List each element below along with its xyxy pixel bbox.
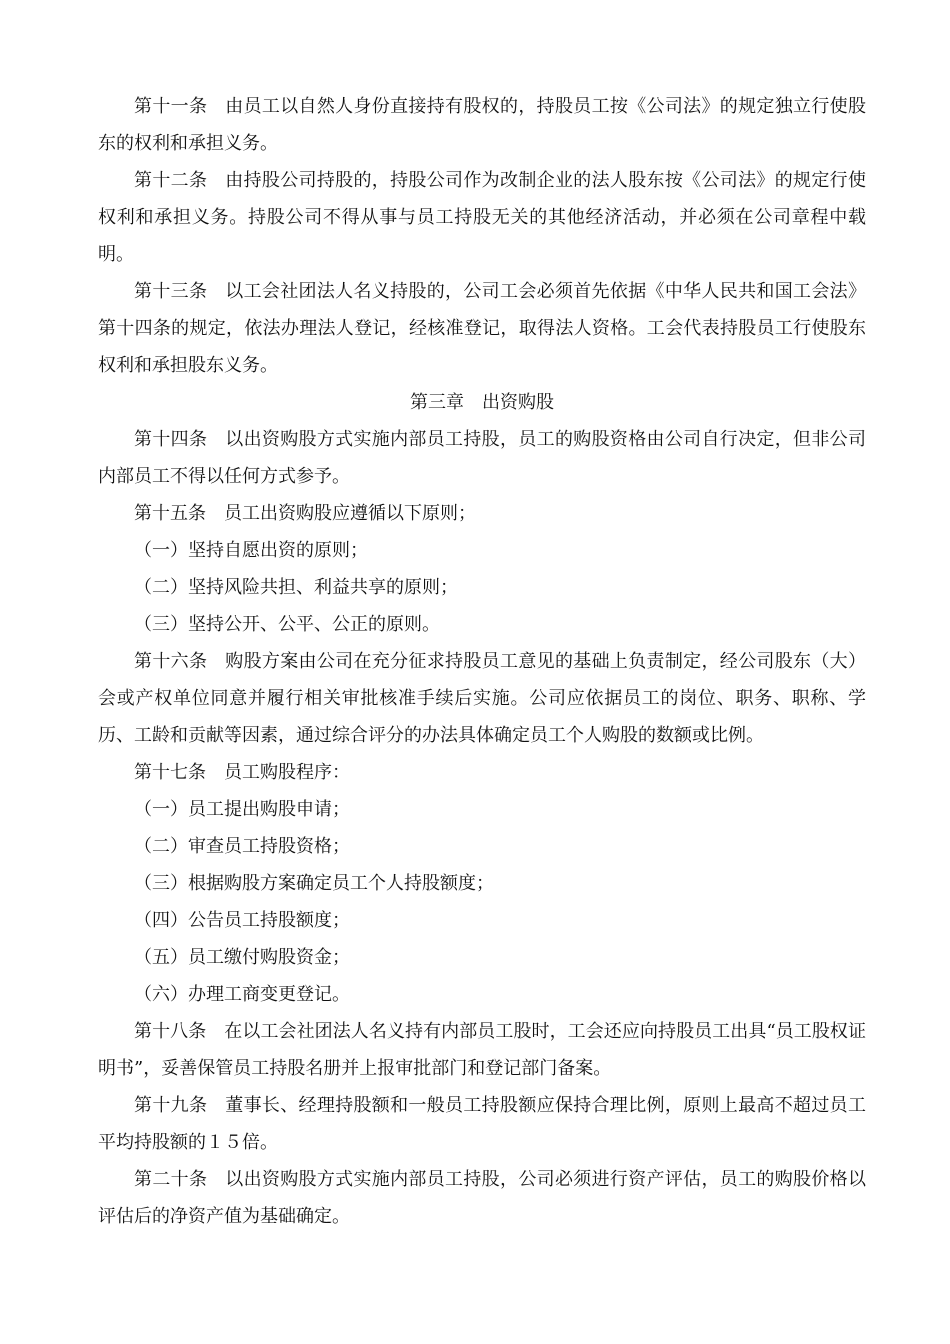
article-number: 第十六条: [134, 651, 208, 672]
article-number: 第十二条: [134, 170, 208, 191]
article-20: [98, 1161, 866, 1235]
article-13: [98, 273, 866, 384]
article-text: 以出资购股方式实施内部员工持股，员工的购股资格由公司自行决定，但非公司内部员工不得以任何方式参予。: [98, 429, 866, 487]
article-text: 员工出资购股应遵循以下原则；: [224, 503, 476, 524]
article-18: [98, 1013, 866, 1087]
article-number: 第十一条: [134, 96, 208, 117]
article-15: [98, 495, 866, 532]
article-19: [98, 1087, 866, 1161]
list-item: （六）办理工商变更登记。: [134, 984, 350, 1005]
list-item: （三）根据购股方案确定员工个人持股额度；: [134, 873, 494, 894]
list-item: （二）坚持风险共担、利益共享的原则；: [134, 577, 458, 598]
article-text: 由持股公司持股的，持股公司作为改制企业的法人股东按《公司法》的规定行使权利和承担义务。持股公司不得从事与员工持股无关的其他经济活动，并必须在公司章程中载明。: [98, 170, 866, 265]
list-item: （五）员工缴付购股资金；: [134, 947, 350, 968]
article-16: [98, 643, 866, 754]
article-text: 由员工以自然人身份直接持有股权的，持股员工按《公司法》的规定独立行使股东的权利和承担义务。: [98, 96, 866, 154]
article-number: 第十四条: [134, 429, 208, 450]
article-number: 第十九条: [134, 1095, 208, 1116]
article-12: [98, 162, 866, 273]
article-text: 在以工会社团法人名义持有内部员工股时，工会还应向持股员工出具“员工股权证明书”，妥善保管员工持股名册并上报审批部门和登记部门备案。: [98, 1021, 867, 1079]
article-text: 购股方案由公司在充分征求持股员工意见的基础上负责制定，经公司股东（大）会或产权单位同意并履行相关审批核准手续后实施。公司应依据员工的岗位、职务、职称、学历、工龄和贡献等因素，通过综合评分的办法具体确定员工个人购股的数额或比例。: [98, 651, 866, 746]
list-item: （二）审查员工持股资格；: [134, 836, 350, 857]
document-body: [98, 88, 866, 1235]
article-11: [98, 88, 866, 162]
article-text: 员工购股程序：: [224, 762, 350, 783]
article-text: 以工会社团法人名义持股的，公司工会必须首先依据《中华人民共和国工会法》第十四条的规定，依法办理法人登记，经核准登记，取得法人资格。工会代表持股员工行使股东权利和承担股东义务。: [98, 281, 866, 376]
article-17: [98, 754, 866, 791]
article-text: 董事长、经理持股额和一般员工持股额应保持合理比例，原则上最高不超过员工平均持股额的１５倍。: [98, 1095, 866, 1153]
article-number: 第十三条: [134, 281, 208, 302]
article-number: 第十七条: [134, 762, 206, 783]
list-item: （三）坚持公开、公平、公正的原则。: [134, 614, 440, 635]
article-14: [98, 421, 866, 495]
article-number: 第十八条: [134, 1021, 207, 1042]
article-number: 第十五条: [134, 503, 206, 524]
chapter-heading: 第三章 出资购股: [410, 392, 554, 413]
list-item: （一）坚持自愿出资的原则；: [134, 540, 368, 561]
list-item: （一）员工提出购股申请；: [134, 799, 350, 820]
article-number: 第二十条: [134, 1169, 208, 1190]
article-text: 以出资购股方式实施内部员工持股，公司必须进行资产评估，员工的购股价格以评估后的净资产值为基础确定。: [98, 1169, 866, 1227]
list-item: （四）公告员工持股额度；: [134, 910, 350, 931]
